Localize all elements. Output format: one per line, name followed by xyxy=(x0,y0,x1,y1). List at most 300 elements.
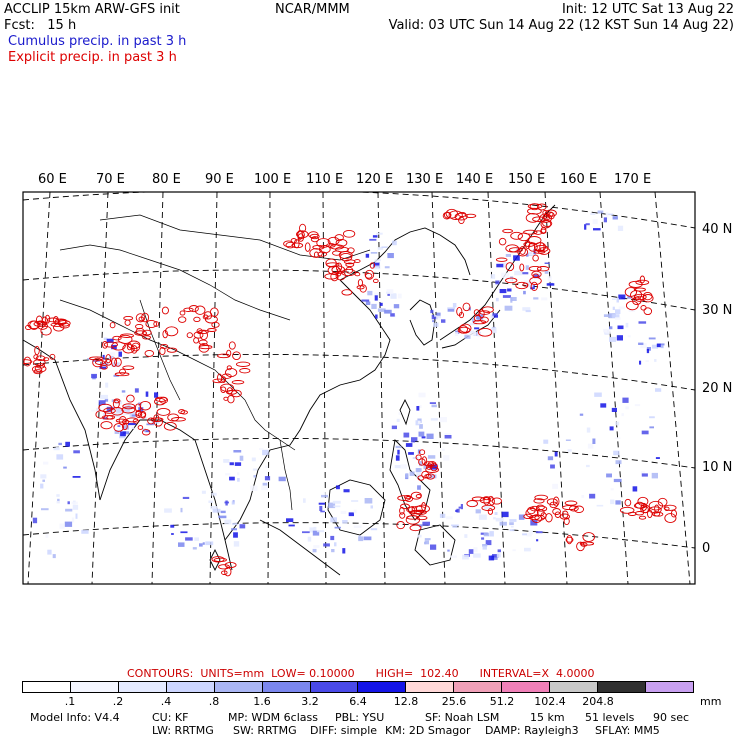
model-info-item: DIFF: simple xyxy=(310,724,378,737)
cumulus-precip-cell xyxy=(552,484,558,489)
cumulus-precip-cell xyxy=(646,360,649,362)
cumulus-precip-cell xyxy=(491,274,496,279)
cumulus-precip-cell xyxy=(587,428,591,433)
colorbar-swatch xyxy=(215,682,263,692)
cumulus-precip-cell xyxy=(46,534,49,538)
cumulus-precip-cell xyxy=(505,306,513,311)
cumulus-precip-cell xyxy=(349,512,354,516)
cumulus-precip-cell xyxy=(509,522,514,525)
cumulus-precip-cell xyxy=(417,535,421,538)
cumulus-precip-cell xyxy=(425,540,429,544)
cumulus-precip-cell xyxy=(459,507,461,509)
cumulus-precip-cell xyxy=(367,291,372,295)
cumulus-precip-cell xyxy=(513,255,520,260)
cumulus-precip-cell xyxy=(91,410,97,412)
cumulus-precip-cell xyxy=(387,253,394,258)
cumulus-precip-cell xyxy=(384,310,392,314)
cumulus-precip-cell xyxy=(375,315,378,319)
cumulus-precip-cell xyxy=(73,505,78,510)
cumulus-precip-cell xyxy=(609,337,616,342)
cumulus-precip-cell xyxy=(618,295,625,300)
cumulus-precip-cell xyxy=(344,489,350,492)
model-info-item: CU: KF xyxy=(152,711,189,724)
cumulus-precip-cell xyxy=(447,550,449,552)
cumulus-precip-cell xyxy=(342,520,348,524)
cumulus-precip-cell xyxy=(232,523,237,525)
cumulus-precip-cell xyxy=(495,512,498,515)
cumulus-precip-cell xyxy=(600,403,606,407)
cumulus-precip-cell xyxy=(604,314,611,317)
cumulus-precip-cell xyxy=(443,455,449,460)
colorbar-swatch xyxy=(502,682,550,692)
cumulus-precip-cell xyxy=(375,295,378,300)
cumulus-precip-cell xyxy=(76,514,78,519)
model-info-item: LW: RRTMG xyxy=(152,724,214,737)
cumulus-precip-cell xyxy=(548,456,553,460)
cumulus-precip-cell xyxy=(317,530,324,532)
cumulus-precip-cell xyxy=(589,494,595,499)
cumulus-precip-cell xyxy=(481,537,484,539)
cumulus-precip-cell xyxy=(385,266,390,268)
cumulus-precip-cell xyxy=(237,472,239,475)
latitude-label: 20 N xyxy=(702,381,733,396)
cumulus-precip-cell xyxy=(408,452,414,455)
cumulus-precip-cell xyxy=(474,327,479,329)
colorbar-swatch xyxy=(167,682,215,692)
model-info-item: PBL: YSU xyxy=(335,711,385,724)
cumulus-precip-cell xyxy=(303,498,306,503)
cumulus-precip-cell xyxy=(151,405,155,408)
cumulus-precip-cell xyxy=(615,317,621,320)
cumulus-precip-cell xyxy=(469,549,474,554)
cumulus-precip-cell xyxy=(194,537,199,541)
cumulus-precip-cell xyxy=(286,518,293,522)
cumulus-precip-cell xyxy=(56,494,59,497)
cumulus-precip-cell xyxy=(642,473,648,476)
cumulus-precip-cell xyxy=(611,488,614,490)
cumulus-precip-cell xyxy=(503,295,511,298)
cumulus-precip-cell xyxy=(430,545,436,550)
cumulus-precip-cell xyxy=(171,533,174,535)
cumulus-precip-cell xyxy=(56,501,60,504)
colorbar-tick-label: .2 xyxy=(112,695,124,708)
cumulus-precip-cell xyxy=(610,426,614,430)
cumulus-precip-cell xyxy=(364,537,372,541)
cumulus-precip-cell xyxy=(501,273,509,278)
cumulus-precip-cell xyxy=(598,211,604,214)
cumulus-precip-cell xyxy=(123,395,127,397)
cumulus-precip-cell xyxy=(456,509,459,513)
cumulus-precip-cell xyxy=(218,516,226,519)
cumulus-precip-cell xyxy=(199,543,203,546)
cumulus-precip-cell xyxy=(366,254,369,258)
cumulus-precip-cell xyxy=(398,294,402,299)
cumulus-precip-cell xyxy=(545,263,550,265)
cumulus-precip-cell xyxy=(418,421,421,424)
longitude-label: 150 E xyxy=(508,172,546,187)
latitude-label: 0 xyxy=(702,541,711,556)
cumulus-precip-cell xyxy=(566,440,571,442)
cumulus-precip-cell xyxy=(440,417,447,422)
cumulus-precip-cell xyxy=(618,226,623,231)
model-info-item: KM: 2D Smagor xyxy=(385,724,471,737)
cumulus-precip-cell xyxy=(232,501,235,504)
cumulus-precip-cell xyxy=(382,246,388,248)
cumulus-precip-cell xyxy=(374,266,380,270)
cumulus-precip-cell xyxy=(406,443,413,447)
cumulus-precip-cell xyxy=(203,542,205,545)
cumulus-precip-cell xyxy=(612,408,617,412)
cumulus-precip-cell xyxy=(371,528,378,530)
cumulus-precip-cell xyxy=(464,534,467,538)
cumulus-precip-cell xyxy=(628,335,631,337)
cumulus-precip-cell xyxy=(262,450,269,455)
cumulus-precip-cell xyxy=(225,473,230,475)
latitude-label: 30 N xyxy=(702,303,733,318)
cumulus-precip-cell xyxy=(615,422,619,426)
colorbar-swatch xyxy=(263,682,311,692)
cumulus-precip-cell xyxy=(550,465,555,469)
init-time: Init: 12 UTC Sat 13 Aug 22 xyxy=(561,2,734,17)
longitude-label: 170 E xyxy=(614,172,652,187)
cumulus-precip-cell xyxy=(606,474,612,478)
colorbar-tick-label: 25.6 xyxy=(441,695,467,708)
cumulus-precip-cell xyxy=(522,533,527,535)
cumulus-precip-cell xyxy=(593,219,598,224)
cumulus-precip-cell xyxy=(324,492,326,495)
cumulus-precip-cell xyxy=(453,303,457,307)
cumulus-precip-cell xyxy=(609,326,612,329)
longitude-label: 60 E xyxy=(38,172,67,187)
cumulus-precip-cell xyxy=(509,519,516,522)
cumulus-precip-cell xyxy=(333,501,341,504)
cumulus-precip-cell xyxy=(394,304,399,308)
cumulus-precip-cell xyxy=(58,443,62,445)
longitude-label: 110 E xyxy=(306,172,344,187)
cumulus-precip-cell xyxy=(65,442,70,447)
colorbar xyxy=(22,681,694,693)
forecast-hour: Fcst: 15 h xyxy=(4,18,77,33)
cumulus-precip-cell xyxy=(619,307,625,310)
longitude-label: 80 E xyxy=(152,172,181,187)
cumulus-precip-cell xyxy=(413,457,419,459)
colorbar-swatch xyxy=(311,682,359,692)
cumulus-precip-cell xyxy=(47,550,51,555)
cumulus-precip-cell xyxy=(510,297,512,302)
cumulus-precip-cell xyxy=(417,485,421,490)
cumulus-precip-cell xyxy=(522,272,528,274)
cumulus-precip-cell xyxy=(390,294,396,299)
colorbar-tick-label: .8 xyxy=(208,695,220,708)
cumulus-precip-cell xyxy=(361,300,369,302)
cumulus-precip-cell xyxy=(202,491,206,494)
latitude-label: 40 N xyxy=(702,222,733,237)
contours-info: CONTOURS: UNITS=mm LOW= 0.10000 HIGH= 102.40 INTERVAL=X 4.0000 xyxy=(127,667,595,680)
cumulus-precip-cell xyxy=(63,467,67,469)
model-info-item: 51 levels xyxy=(585,711,635,724)
cumulus-precip-cell xyxy=(605,329,611,334)
cumulus-precip-cell xyxy=(427,434,434,439)
cumulus-precip-cell xyxy=(233,532,238,537)
cumulus-precip-cell xyxy=(180,531,187,533)
cumulus-precip-cell xyxy=(265,476,270,480)
cumulus-precip-cell xyxy=(119,352,123,357)
cumulus-precip-cell xyxy=(432,405,437,408)
cumulus-precip-cell xyxy=(43,462,48,465)
cumulus-precip-cell xyxy=(183,497,189,499)
cumulus-precip-cell xyxy=(649,338,656,340)
cumulus-precip-cell xyxy=(211,493,216,496)
cumulus-precip-cell xyxy=(511,526,514,528)
cumulus-precip-cell xyxy=(313,549,317,552)
cumulus-precip-cell xyxy=(419,432,425,437)
longitude-label: 100 E xyxy=(254,172,292,187)
cumulus-precip-cell xyxy=(240,456,244,461)
cumulus-precip-cell xyxy=(224,520,231,525)
cumulus-precip-cell xyxy=(116,408,122,413)
cumulus-precip-cell xyxy=(397,450,399,455)
colorbar-swatch xyxy=(358,682,406,692)
cumulus-precip-cell xyxy=(229,477,235,481)
cumulus-precip-cell xyxy=(376,233,383,235)
cumulus-precip-cell xyxy=(545,271,549,274)
cumulus-precip-cell xyxy=(208,501,213,504)
cumulus-precip-cell xyxy=(252,458,256,462)
cumulus-precip-cell xyxy=(445,435,452,439)
cumulus-precip-cell xyxy=(613,307,615,310)
cumulus-precip-cell xyxy=(263,483,268,486)
cumulus-precip-cell xyxy=(498,549,501,552)
cumulus-precip-cell xyxy=(233,450,241,453)
model-info-item: 90 sec xyxy=(653,711,690,724)
cumulus-precip-cell xyxy=(323,543,330,546)
cumulus-precip-cell xyxy=(483,546,487,550)
cumulus-precip-cell xyxy=(105,383,108,388)
institution-label: NCAR/MMM xyxy=(275,2,350,17)
cumulus-precip-cell xyxy=(158,426,162,429)
cumulus-precip-cell xyxy=(442,449,445,451)
cumulus-precip-cell xyxy=(510,529,515,531)
cumulus-precip-cell xyxy=(419,393,426,398)
cumulus-precip-cell xyxy=(73,450,80,453)
cumulus-precip-cell xyxy=(396,455,400,460)
cumulus-precip-cell xyxy=(547,283,555,286)
cumulus-precip-cell xyxy=(541,297,547,300)
cumulus-precip-cell xyxy=(622,398,628,403)
map-frame xyxy=(23,192,695,584)
cumulus-precip-cell xyxy=(508,279,513,282)
cumulus-precip-cell xyxy=(586,465,590,467)
colorbar-tick-label: 1.6 xyxy=(253,695,271,708)
legend-cumulus: Cumulus precip. in past 3 h xyxy=(8,34,187,49)
cumulus-precip-cell xyxy=(524,548,531,552)
cumulus-precip-cell xyxy=(91,374,97,378)
cumulus-precip-cell xyxy=(425,538,431,540)
colorbar-unit: mm xyxy=(700,695,722,708)
cumulus-precip-cell xyxy=(428,455,435,459)
cumulus-precip-cell xyxy=(354,510,357,514)
cumulus-precip-cell xyxy=(461,504,463,509)
cumulus-precip-cell xyxy=(223,459,229,463)
cumulus-precip-cell xyxy=(617,298,620,303)
colorbar-swatch xyxy=(23,682,71,692)
cumulus-precip-cell xyxy=(507,289,511,292)
cumulus-precip-cell xyxy=(526,265,529,270)
cumulus-precip-cell xyxy=(404,433,410,438)
cumulus-precip-cell xyxy=(129,397,132,401)
cumulus-precip-cell xyxy=(56,447,60,450)
cumulus-precip-cell xyxy=(354,526,362,529)
cumulus-precip-cell xyxy=(446,516,453,519)
cumulus-precip-cell xyxy=(358,536,363,541)
cumulus-precip-cell xyxy=(626,323,629,328)
cumulus-precip-cell xyxy=(395,465,401,468)
cumulus-precip-cell xyxy=(56,454,63,459)
cumulus-precip-cell xyxy=(170,525,174,528)
cumulus-precip-cell xyxy=(615,309,620,314)
cumulus-precip-cell xyxy=(375,259,381,261)
cumulus-precip-cell xyxy=(615,437,621,439)
cumulus-precip-cell xyxy=(568,449,572,451)
cumulus-precip-cell xyxy=(250,486,257,491)
cumulus-precip-cell xyxy=(399,412,401,415)
colorbar-tick-label: .4 xyxy=(160,695,172,708)
cumulus-precip-cell xyxy=(330,536,334,540)
cumulus-precip-cell xyxy=(580,414,583,416)
cumulus-precip-cell xyxy=(526,310,531,312)
cumulus-precip-cell xyxy=(496,518,504,522)
model-info-item: Model Info: V4.4 xyxy=(30,711,120,724)
cumulus-precip-cell xyxy=(638,343,643,345)
cumulus-precip-cell xyxy=(489,531,494,536)
cumulus-precip-cell xyxy=(496,298,499,301)
cumulus-precip-cell xyxy=(479,515,487,520)
cumulus-precip-cell xyxy=(615,500,620,504)
cumulus-precip-cell xyxy=(33,518,37,524)
cumulus-precip-cell xyxy=(369,239,376,241)
cumulus-precip-cell xyxy=(178,542,185,547)
cumulus-precip-cell xyxy=(289,525,295,527)
cumulus-precip-cell xyxy=(441,319,445,323)
cumulus-precip-cell xyxy=(135,388,139,392)
cumulus-precip-cell xyxy=(422,436,426,438)
cumulus-precip-cell xyxy=(497,553,501,557)
cumulus-precip-cell xyxy=(447,307,455,309)
cumulus-precip-cell xyxy=(476,509,481,513)
model-info-item: SFLAY: MM5 xyxy=(595,724,660,737)
cumulus-precip-cell xyxy=(60,524,65,529)
cumulus-precip-cell xyxy=(473,547,477,552)
cumulus-precip-cell xyxy=(649,416,655,418)
longitude-label: 130 E xyxy=(406,172,444,187)
cumulus-precip-cell xyxy=(618,326,624,330)
cumulus-precip-cell xyxy=(230,462,234,465)
model-info-item: SF: Noah LSM xyxy=(425,711,500,724)
cumulus-precip-cell xyxy=(342,548,345,553)
cumulus-precip-cell xyxy=(221,511,226,513)
colorbar-swatch xyxy=(646,682,693,692)
cumulus-precip-cell xyxy=(496,264,503,268)
cumulus-precip-cell xyxy=(122,390,126,392)
cumulus-precip-cell xyxy=(405,473,408,478)
cumulus-precip-cell xyxy=(331,549,334,552)
cumulus-precip-cell xyxy=(440,514,445,518)
cumulus-precip-cell xyxy=(581,495,584,498)
cumulus-precip-cell xyxy=(588,444,594,449)
cumulus-precip-cell xyxy=(613,216,618,219)
cumulus-precip-cell xyxy=(430,310,433,313)
cumulus-precip-cell xyxy=(529,530,533,535)
cumulus-precip-cell xyxy=(351,500,358,502)
cumulus-precip-cell xyxy=(432,320,434,322)
cumulus-precip-cell xyxy=(436,316,441,320)
model-info-item: DAMP: Rayleigh3 xyxy=(485,724,579,737)
cumulus-precip-cell xyxy=(493,517,496,519)
colorbar-tick-label: 51.2 xyxy=(489,695,515,708)
cumulus-precip-cell xyxy=(265,466,268,468)
cumulus-precip-cell xyxy=(225,502,230,504)
cumulus-precip-cell xyxy=(392,241,397,246)
valid-time: Valid: 03 UTC Sun 14 Aug 22 (12 KST Sun 14 Aug 22) xyxy=(388,18,734,33)
longitude-label: 90 E xyxy=(205,172,234,187)
cumulus-precip-cell xyxy=(308,537,312,542)
cumulus-precip-cell xyxy=(654,359,656,362)
cumulus-precip-cell xyxy=(555,452,558,457)
colorbar-tick-label: .1 xyxy=(64,695,76,708)
cumulus-precip-cell xyxy=(72,502,78,505)
cumulus-precip-cell xyxy=(462,555,469,560)
cumulus-precip-cell xyxy=(450,556,457,558)
cumulus-precip-cell xyxy=(543,440,548,444)
colorbar-tick-label: 204.8 xyxy=(582,695,614,708)
cumulus-precip-cell xyxy=(261,486,268,491)
cumulus-precip-cell xyxy=(341,511,347,514)
cumulus-precip-cell xyxy=(279,477,286,482)
longitude-label: 70 E xyxy=(96,172,125,187)
cumulus-precip-cell xyxy=(635,404,640,406)
cumulus-precip-cell xyxy=(502,512,509,517)
cumulus-precip-cell xyxy=(319,506,322,511)
cumulus-precip-cell xyxy=(422,522,430,526)
cumulus-precip-cell xyxy=(616,460,622,464)
cumulus-precip-cell xyxy=(594,393,602,397)
cumulus-precip-cell xyxy=(604,217,607,222)
cumulus-precip-cell xyxy=(614,479,622,482)
cumulus-precip-cell xyxy=(42,480,45,482)
cumulus-precip-cell xyxy=(237,478,240,482)
cumulus-precip-cell xyxy=(514,271,522,276)
cumulus-precip-cell xyxy=(181,508,183,512)
cumulus-precip-cell xyxy=(416,406,419,411)
cumulus-precip-cell xyxy=(613,451,619,456)
cumulus-precip-cell xyxy=(400,464,407,468)
cumulus-precip-cell xyxy=(523,291,526,294)
cumulus-precip-cell xyxy=(366,302,371,306)
cumulus-precip-cell xyxy=(590,213,595,215)
cumulus-precip-cell xyxy=(234,541,239,546)
cumulus-precip-cell xyxy=(40,474,46,478)
cumulus-precip-cell xyxy=(430,402,436,404)
colorbar-swatch xyxy=(550,682,598,692)
cumulus-precip-cell xyxy=(73,476,81,478)
cumulus-precip-cell xyxy=(334,542,337,546)
colorbar-swatch xyxy=(119,682,167,692)
cumulus-precip-cell xyxy=(100,395,108,399)
cumulus-precip-cell xyxy=(146,392,149,397)
cumulus-precip-cell xyxy=(410,472,415,476)
cumulus-precip-cell xyxy=(642,431,649,435)
cumulus-precip-cell xyxy=(390,313,395,316)
